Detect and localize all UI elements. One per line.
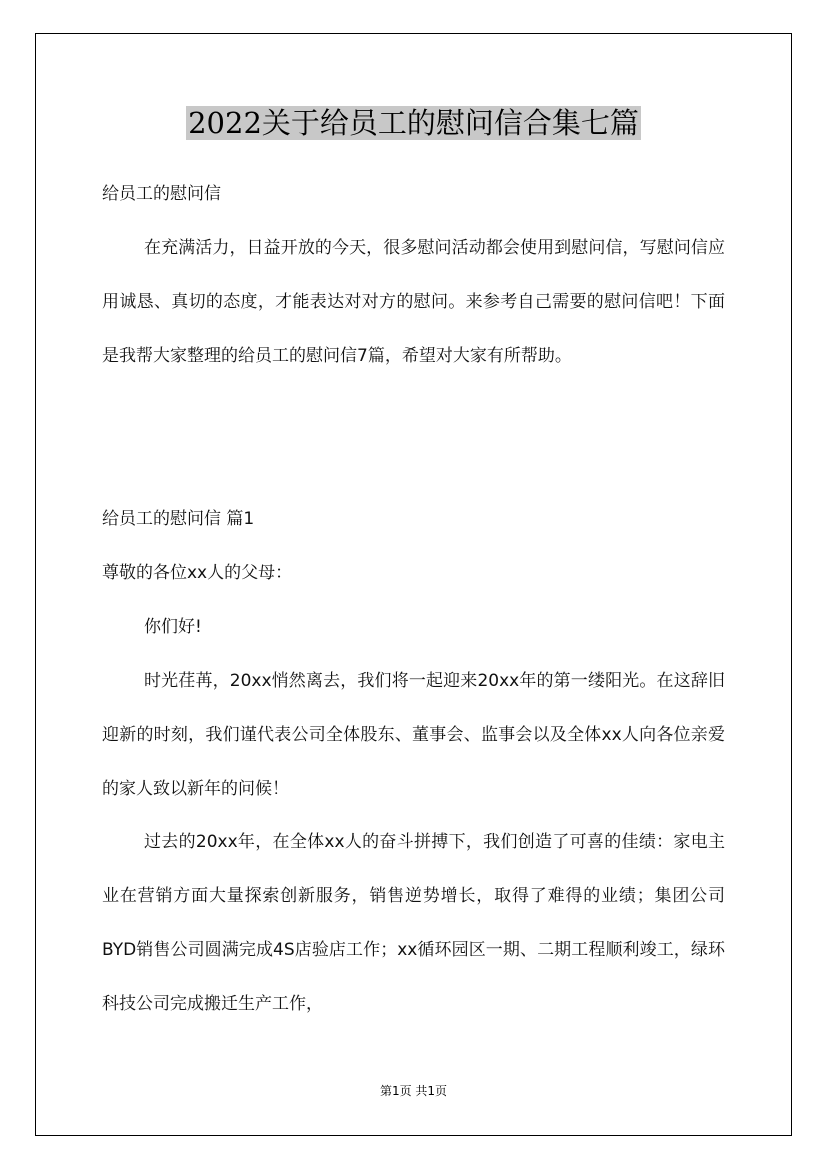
paragraph-1: 时光荏苒，20xx悄然离去，我们将一起迎来20xx年的第一缕阳光。在这辞旧迎新的时刻，我们谨代表公司全体股东、董事会、监事会以及全体xx人向各位亲爱的家人致以新年的问候！ bbox=[102, 671, 725, 799]
paragraph-2: 过去的20xx年，在全体xx人的奋斗拼搏下，我们创造了可喜的佳绩：家电主业在营销方面大量探索创新服务，销售逆势增长，取得了难得的业绩；集团公司BYD销售公司圆满完成4S店验店工作；xx循环园区一期、二期工程顺利竣工，绿环科技公司完成搬迁生产工作， bbox=[102, 832, 725, 1014]
section-heading: 给员工的慰问信 篇1 bbox=[102, 509, 255, 529]
page-indicator: 第1页 共1页 bbox=[379, 1084, 448, 1098]
intro-paragraph: 在充满活力，日益开放的今天，很多慰问活动都会使用到慰问信，写慰问信应用诚恳、真切的态度，才能表达对对方的慰问。来参考自己需要的慰问信吧！下面是我帮大家整理的给员工的慰问信7篇，希望对大家有所帮助。 bbox=[102, 238, 725, 366]
page-footer bbox=[0, 1083, 827, 1099]
title-text: 2022关于给员工的慰问信合集七篇 bbox=[188, 106, 639, 140]
intro-heading: 给员工的慰问信 bbox=[102, 184, 221, 204]
greeting: 你们好! bbox=[144, 617, 202, 637]
document-title bbox=[0, 101, 827, 145]
salutation: 尊敬的各位xx人的父母： bbox=[102, 563, 293, 583]
